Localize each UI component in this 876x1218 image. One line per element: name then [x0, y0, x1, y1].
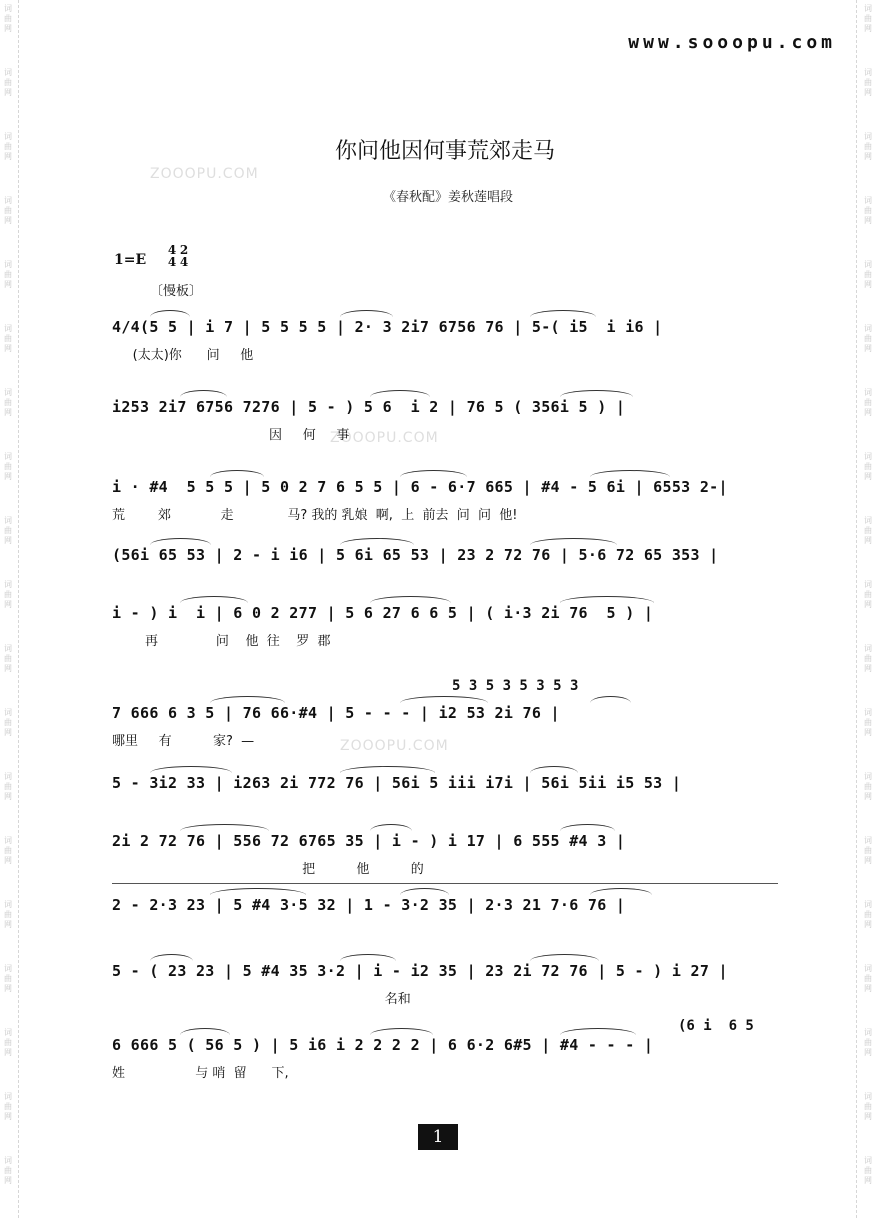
notation-line: 4/4(5 5 | i 7 | 5 5 5 5 | 2· 3 2i7 6756 76 | 5-( i5 i i6 |	[112, 318, 663, 336]
side-watermark-mark: 词曲网	[864, 260, 872, 289]
side-watermark-mark: 词曲网	[4, 516, 12, 545]
slur-mark	[150, 310, 190, 317]
side-watermark-mark: 词曲网	[864, 1028, 872, 1057]
side-watermark-mark: 词曲网	[864, 1156, 872, 1185]
time-signatures	[166, 244, 190, 268]
slur-mark	[590, 470, 670, 477]
slur-mark	[340, 954, 396, 961]
watermark-text: ZOOOPU.COM	[330, 430, 439, 446]
slur-mark	[590, 888, 652, 895]
time-sig-numerator: 4	[167, 243, 177, 257]
slur-mark	[560, 390, 633, 397]
left-margin-watermark	[0, 0, 16, 1218]
slur-mark	[150, 538, 211, 545]
notation-line: 2i 2 72 76 | 556 72 6765 35 | i - ) i 17 | 6 555 #4 3 |	[112, 832, 626, 850]
side-watermark-mark: 词曲网	[4, 324, 12, 353]
notation-line: 5 - 3i2 33 | i263 2i 772 76 | 56i 5 iii i7i | 56i 5ii i5 53 |	[112, 774, 682, 792]
side-watermark-mark: 词曲网	[864, 964, 872, 993]
right-margin-rule	[856, 0, 857, 1218]
side-watermark-mark: 词曲网	[4, 1092, 12, 1121]
left-margin-rule	[18, 0, 19, 1218]
slur-mark	[370, 1028, 433, 1035]
slur-mark	[180, 596, 248, 603]
slur-mark	[530, 310, 596, 317]
side-watermark-mark: 词曲网	[4, 1028, 12, 1057]
slur-mark	[180, 1028, 230, 1035]
lyric-line: (太太)你 问 他	[112, 348, 254, 363]
overline-run: (6 i 6 5	[678, 1018, 754, 1034]
side-watermark-mark: 词曲网	[864, 68, 872, 97]
slur-mark	[340, 766, 435, 773]
slur-mark	[370, 390, 430, 397]
system-divider	[112, 883, 778, 884]
notation-line: i - ) i i | 6 0 2 277 | 5 6 27 6 6 5 | ( i·3 2i 76 5 ) |	[112, 604, 654, 622]
side-watermark-mark: 词曲网	[4, 772, 12, 801]
side-watermark-mark: 词曲网	[4, 68, 12, 97]
side-watermark-mark: 词曲网	[4, 1156, 12, 1185]
watermark-text: ZOOOPU.COM	[340, 738, 449, 754]
side-watermark-mark: 词曲网	[864, 4, 872, 33]
slur-mark	[150, 954, 193, 961]
slur-mark	[150, 766, 232, 773]
song-title: 你问他因何事荒郊走马	[334, 139, 555, 164]
slur-mark	[530, 766, 578, 773]
side-watermark-mark: 词曲网	[4, 644, 12, 673]
lyric-line: 再 问 他 往 罗 郡	[112, 634, 331, 649]
side-watermark-mark: 词曲网	[4, 580, 12, 609]
side-watermark-mark: 词曲网	[4, 900, 12, 929]
time-sig-denominator: 4	[179, 255, 189, 269]
time-sig-numerator: 2	[179, 243, 189, 257]
slur-mark	[210, 470, 264, 477]
tempo-marking: 〔慢板〕	[150, 284, 203, 299]
slur-mark	[530, 538, 617, 545]
slur-mark	[340, 538, 414, 545]
lyric-line: 把 他 的	[112, 862, 424, 877]
side-watermark-mark: 词曲网	[864, 196, 872, 225]
side-watermark-mark: 词曲网	[4, 132, 12, 161]
slur-mark	[590, 696, 631, 703]
slur-mark	[400, 888, 449, 895]
slur-mark	[180, 824, 269, 831]
notation-line: 2 - 2·3 23 | 5 #4 3·5 32 | 1 - 3·2 35 | 2·3 21 7·6 76 |	[112, 896, 626, 914]
side-watermark-mark: 词曲网	[4, 196, 12, 225]
lyric-line: 因 何 事	[112, 428, 350, 443]
slur-mark	[530, 954, 599, 961]
slur-mark	[560, 1028, 636, 1035]
notation-line: i · #4 5 5 5 | 5 0 2 7 6 5 5 | 6 - 6·7 665 | #4 - 5 6i | 6553 2-|	[112, 478, 728, 496]
side-watermark-mark: 词曲网	[864, 836, 872, 865]
slur-mark	[370, 824, 412, 831]
side-watermark-mark: 词曲网	[864, 132, 872, 161]
notation-line: (56i 65 53 | 2 - i i6 | 5 6i 65 53 | 23 2 72 76 | 5·6 72 65 353 |	[112, 546, 719, 564]
watermark-text: ZOOOPU.COM	[150, 166, 259, 182]
side-watermark-mark: 词曲网	[864, 324, 872, 353]
slur-mark	[560, 596, 654, 603]
notation-line: 5 - ( 23 23 | 5 #4 35 3·2 | i - i2 35 | 23 2i 72 76 | 5 - ) i 27 |	[112, 962, 728, 980]
right-margin-watermark	[860, 0, 876, 1218]
side-watermark-mark: 词曲网	[4, 708, 12, 737]
slur-mark	[210, 888, 306, 895]
page-number: 1	[418, 1124, 458, 1150]
notation-line: i253 2i7 6756 7276 | 5 - ) 5 6 i 2 | 76 5 ( 356i 5 ) |	[112, 398, 626, 416]
lyric-line: 姓 与 哨 留 下,	[112, 1066, 289, 1081]
side-watermark-mark: 词曲网	[864, 1092, 872, 1121]
slur-mark	[370, 596, 451, 603]
side-watermark-mark: 词曲网	[4, 836, 12, 865]
slur-mark	[560, 824, 615, 831]
side-watermark-mark: 词曲网	[864, 900, 872, 929]
slur-mark	[210, 696, 285, 703]
slur-mark	[400, 696, 488, 703]
side-watermark-mark: 词曲网	[864, 388, 872, 417]
side-watermark-mark: 词曲网	[864, 452, 872, 481]
side-watermark-mark: 词曲网	[4, 4, 12, 33]
slur-mark	[400, 470, 467, 477]
side-watermark-mark: 词曲网	[864, 772, 872, 801]
side-watermark-mark: 词曲网	[864, 516, 872, 545]
side-watermark-mark: 词曲网	[864, 708, 872, 737]
slur-mark	[340, 310, 393, 317]
side-watermark-mark: 词曲网	[4, 388, 12, 417]
lyric-line: 荒 郊 走 马? 我的 乳娘 啊, 上 前去 问 问 他!	[112, 508, 518, 523]
song-subtitle: 《春秋配》姜秋莲唱段	[382, 190, 513, 205]
slur-mark	[180, 390, 227, 397]
side-watermark-mark: 词曲网	[864, 644, 872, 673]
site-url: www.sooopu.com	[628, 32, 836, 53]
side-watermark-mark: 词曲网	[4, 452, 12, 481]
notation-line: 7 666 6 3 5 | 76 66·#4 | 5 - - - | i2 53 2i 76 |	[112, 704, 560, 722]
time-sig-denominator: 4	[167, 255, 177, 269]
lyric-line: 名和	[112, 992, 411, 1007]
key-signature: 1=E	[114, 252, 147, 268]
side-watermark-mark: 词曲网	[4, 260, 12, 289]
side-watermark-mark: 词曲网	[864, 580, 872, 609]
lyric-line: 哪里 有 家? —	[112, 734, 255, 749]
side-watermark-mark: 词曲网	[4, 964, 12, 993]
overline-run: 5 3 5 3 5 3 5 3	[452, 678, 579, 694]
notation-line: 6 666 5 ( 56 5 ) | 5 i6 i 2 2 2 2 | 6 6·2 6#5 | #4 - - - |	[112, 1036, 654, 1054]
